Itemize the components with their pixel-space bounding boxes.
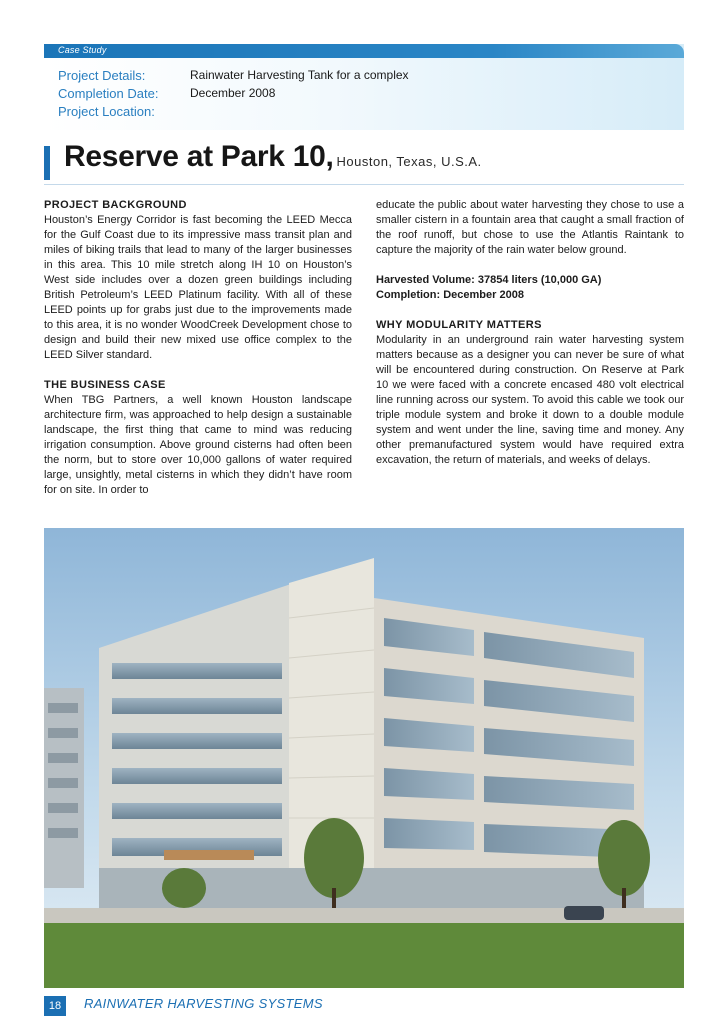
- business-case-continued-text: educate the public about water harvesting they chose to use a smaller cistern in a fountain area that caught a small fraction of the roof runoff, but chose to use the Atlantis Raintank to capture the majority of the rain water below ground.: [376, 199, 684, 256]
- project-location-label: Project Location:: [58, 104, 155, 119]
- title-divider: [44, 184, 684, 185]
- page-number: 18: [44, 996, 66, 1016]
- case-study-tag: Case Study: [58, 45, 107, 55]
- page-title: [64, 140, 482, 174]
- building-illustration: [44, 528, 684, 988]
- harvested-volume: Harvested Volume: 37854 liters (10,000 GA): [376, 274, 602, 286]
- right-column: [376, 198, 684, 483]
- completion-info: Completion: December 2008: [376, 289, 524, 301]
- page-title-location: Houston, Texas, U.S.A.: [336, 154, 482, 169]
- project-details-value: Rainwater Harvesting Tank for a complex: [190, 68, 409, 82]
- modularity-text: Modularity in an underground rain water harvesting system matters because as a designer you can never be sure of what will be encountered during construction. On Reserve at Park 10 we were faced with a concrete encased 480 volt electrical line running across our system. To avoid this cable we took our triple module system and broke it down to a double module system and went under the line, saving time and money. Any other premanufactured system would have required extra excavation, the return of materials, and weeks of delays.: [376, 334, 684, 466]
- business-case-heading: THE BUSINESS CASE: [44, 379, 166, 391]
- footer-title: RAINWATER HARVESTING SYSTEMS: [84, 996, 323, 1011]
- modularity-heading: WHY MODULARITY MATTERS: [376, 319, 542, 331]
- project-background-text: Houston’s Energy Corridor is fast becoming the LEED Mecca for the Gulf Coast due to its impressive mass transit plan and miles of biking trails that lead to many of the larger businesses in this area. This 10 mile stretch along IH 10 on Houston’s West side includes over a dozen green buildings including British Petroleum’s LEED Platinum facility. With all of these LEED points up for grabs just due to the improvements made to this area, it is no wonder WoodCreek Development chose to design and build their new mixed use office complex to the LEED Silver standard.: [44, 214, 352, 361]
- left-column: [44, 198, 352, 513]
- project-details-label: Project Details:: [58, 68, 146, 83]
- completion-date-label: Completion Date:: [58, 86, 159, 101]
- project-background-heading: PROJECT BACKGROUND: [44, 199, 187, 211]
- building-photo: [44, 528, 684, 988]
- business-case-text: When TBG Partners, a well known Houston landscape architecture firm, was approached to help design a sustainable landscape, the first thing that came to mind was reducing irrigation consumption. Above ground cisterns had often been the norm, but to store over 10,000 gallons of water required large, unsightly, metal cisterns in which they didn’t have room for on site. In order to: [44, 394, 352, 496]
- page-title-main: Reserve at Park 10,: [64, 140, 334, 173]
- title-accent-bar: [44, 146, 50, 180]
- completion-date-value: December 2008: [190, 86, 276, 100]
- project-header: [44, 44, 684, 130]
- case-study-bar: [44, 44, 684, 58]
